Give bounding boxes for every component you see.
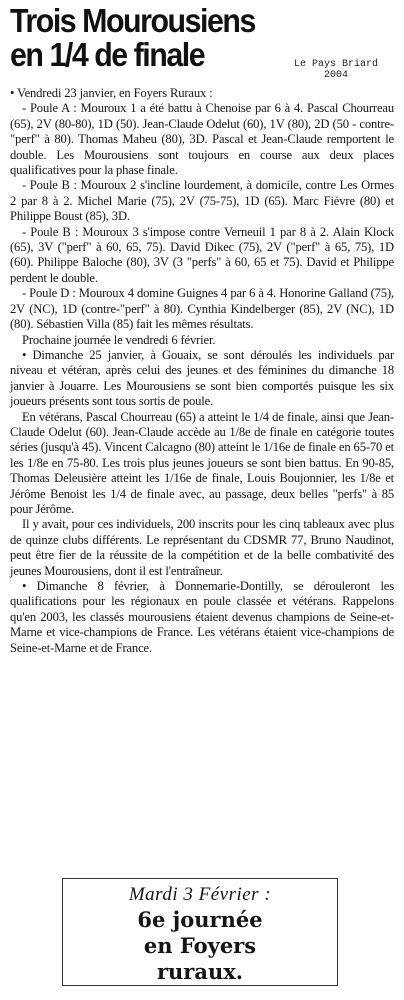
headline-line-1: Trois Mourousiens bbox=[10, 2, 255, 39]
source-credit bbox=[276, 59, 396, 81]
paragraph-individuels: • Dimanche 25 janvier, à Gouaix, se sont déroulés les individuels par niveau et vétéran, après celui des jeunes et des féminines du dimanche 18 janvier à Jouarre. Les Mourousiens se sont bien comportés puisque les six joueurs présents sont tous sortis de poule. bbox=[10, 347, 394, 409]
paragraph-qualifications: • Dimanche 8 février, à Donnemarie-Dontilly, se dérouleront les qualifications pour les régionaux en poule classée et vétérans. Rappelons qu'en 2003, les classés mourousiens étaient devenus champions de Seine-et-Marne et vice-champions de France. Les vétérans étaient vice-champions de Seine-et-Marne et de France. bbox=[10, 579, 394, 655]
paragraph-poule-a: - Poule A : Mouroux 1 a été battu à Chenoise par 6 à 4. Pascal Chourreau (65), 2V (80-80), 1D (50). Jean-Claude Odelut (60), 1V (80), 2D (50 - contre-"perf" à 80). Thomas Maheu (80), 3D. Pascal et Jean-Claude remportent le double. Les Mourousiens sont toujours en course aux deux places qualificatives pour la phase finale. bbox=[10, 101, 394, 178]
headline-line-2: en 1/4 de finale bbox=[10, 36, 205, 73]
paragraph-poule-b-2: - Poule B : Mouroux 3 s'impose contre Verneuil 1 par 8 à 2. Alain Klock (65), 3V ("perf" à 60, 65, 75). David Dikec (75), 2V ("perf" à 65, 75), 1D (60). Philippe Baloche (80), 3V (3 "perfs" à 60, 65 et 75). David et Philippe perdent le double. bbox=[10, 224, 394, 285]
paragraph-poule-b-1: - Poule B : Mouroux 2 s'incline lourdement, à domicile, contre Les Ormes 2 par 8 à 2. Michel Marie (75), 2V (75-75), 1D (65). Marc Fièvre (80) et Philippe Boust (85), 3D. bbox=[10, 178, 394, 224]
paragraph-intro: • Vendredi 23 janvier, en Foyers Ruraux : bbox=[10, 86, 213, 100]
paragraph-veterans: En vétérans, Pascal Chourreau (65) a atteint le 1/4 de finale, ainsi que Jean-Claude Odelut (60). Jean-Claude accède au 1/8e de finale en catégorie toutes séries (jusqu'à 45). Vincent Calcagno (80) atteint le 1/16e de finale en 65-70 et les 1/8e en 75-80. Les trois plus jeunes joueurs se sont bien battus. En 90-85, Thomas Deleusière atteint les 1/16e de finale, Louis Boujonnier, les 1/8e et Jérôme Benoist les 1/4 de finale avec, au passage, deux belles "perfs" à 85 pour Jérôme. bbox=[10, 409, 394, 516]
paragraph-next-day: Prochaine journée le vendredi 6 février. bbox=[22, 332, 216, 347]
paragraph-poule-d: - Poule D : Mouroux 4 domine Guignes 4 par 6 à 4. Honorine Galland (75), 2V (NC), 1D (contre-"perf" à 80). Cynthia Kindelberger (85), 2V (NC), 1D (80). Sébastien Villa (85) fait les mêmes résultats. bbox=[10, 286, 394, 332]
headline bbox=[10, 4, 255, 72]
paragraph-inscrits: Il y avait, pour ces individuels, 200 inscrits pour les cinq tableaux avec plus de quinze clubs différents. Le représentant du CDSMR 77, Bruno Naudinot, peut être fier de la réussite de la compétition et de la belle combativité des jeunes Mourousiens, dont il est l'entraîneur. bbox=[10, 517, 394, 578]
announcement-box bbox=[62, 878, 338, 986]
source-year: 2004 bbox=[323, 70, 348, 81]
announcement-line-1: 6e journée bbox=[137, 907, 263, 932]
announcement-line-2: en Foyers bbox=[143, 933, 257, 958]
announcement-line-3: ruraux. bbox=[156, 959, 244, 984]
source-name: Le Pays Briard bbox=[293, 59, 378, 70]
announcement-date: Mardi 3 Février : bbox=[128, 884, 272, 905]
article-body bbox=[10, 86, 394, 656]
